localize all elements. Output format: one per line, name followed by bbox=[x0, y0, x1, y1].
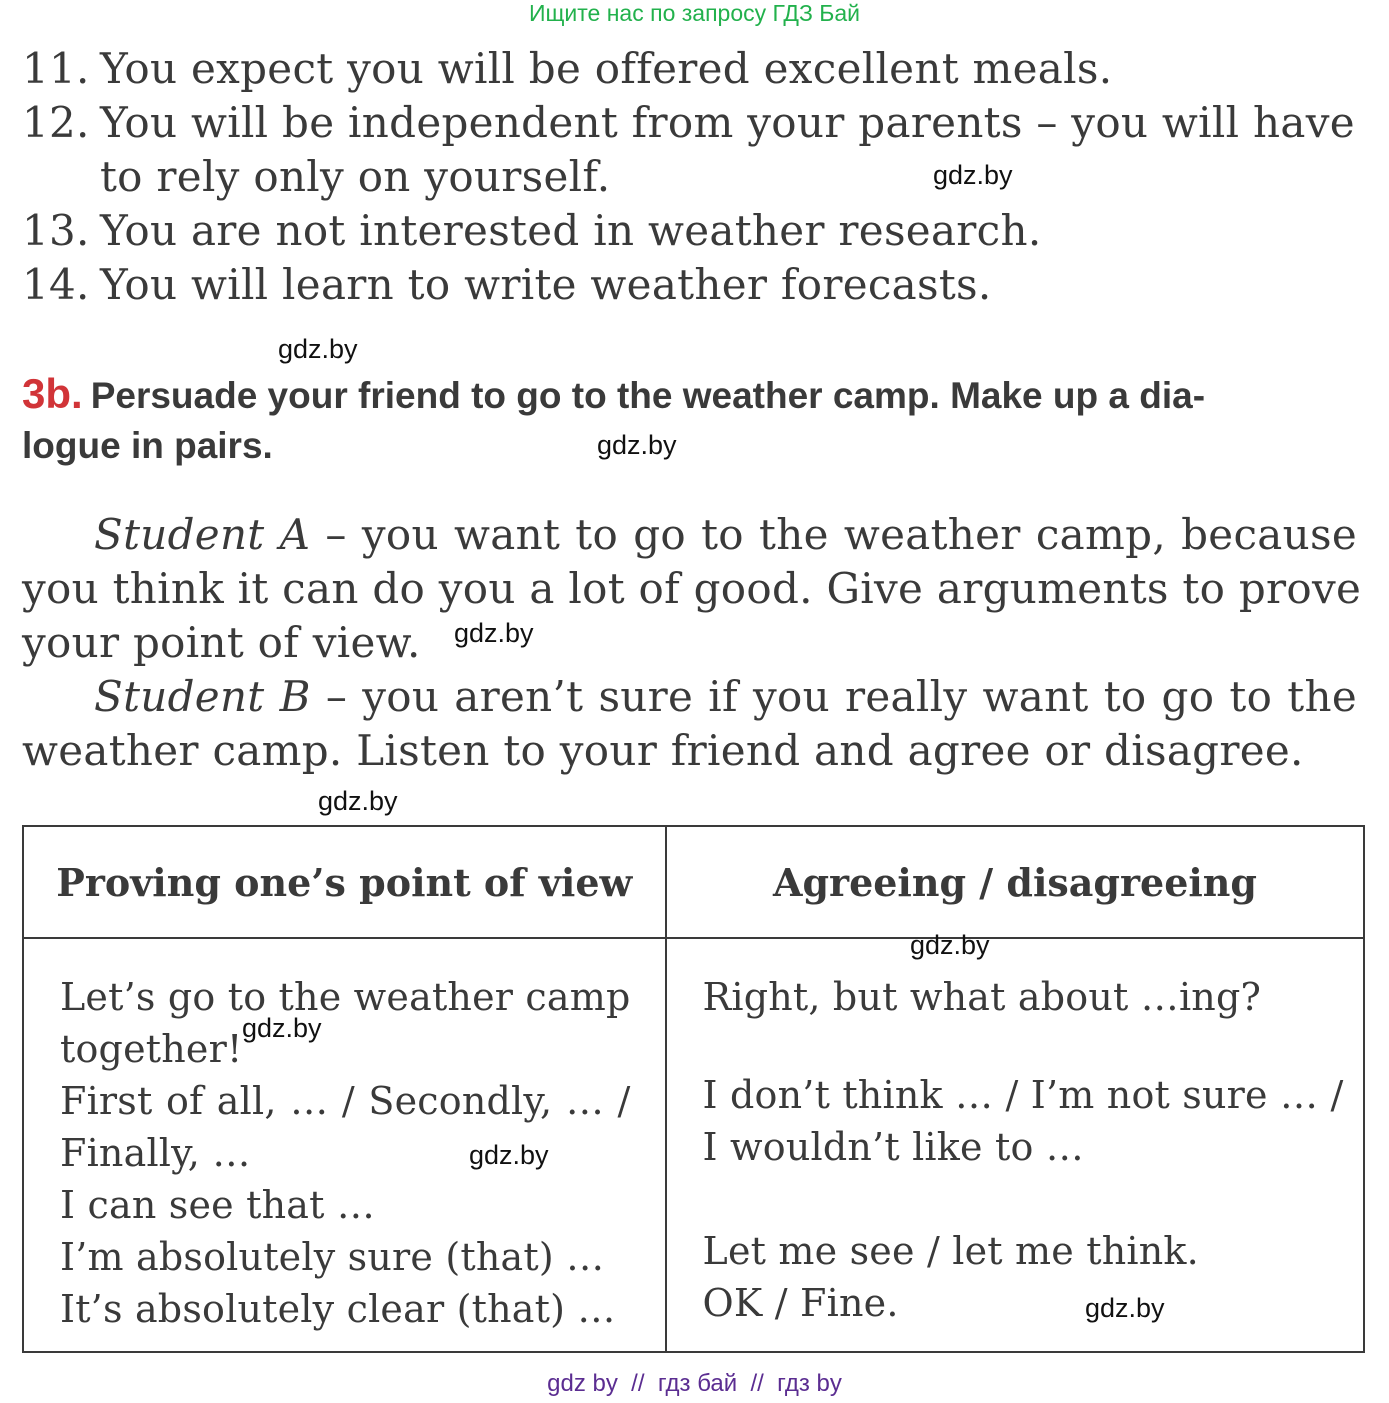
watermark: gdz.by bbox=[933, 160, 1013, 190]
task-heading bbox=[22, 370, 1362, 420]
item-text: You expect you will be offered excellent meals. bbox=[100, 44, 1113, 93]
student-b-role: Student B bbox=[94, 672, 311, 721]
list-item bbox=[22, 204, 1042, 258]
task-number: 3b. bbox=[22, 370, 83, 417]
table-header-agreeing: Agreeing / disagreeing bbox=[666, 826, 1365, 938]
footer-note: gdz by // гдз бай // гдз by bbox=[547, 1370, 842, 1397]
item-number: 14. bbox=[22, 260, 90, 309]
student-b-line2: weather camp. Listen to your friend and agree or disagree. bbox=[22, 726, 1304, 775]
phrase: I don’t think … / I’m not sure … / bbox=[702, 1073, 1344, 1117]
phrase: I can see that … bbox=[60, 1183, 376, 1227]
list-item bbox=[22, 96, 1355, 150]
header-note: Ищите нас по запросу ГДЗ Бай bbox=[528, 0, 861, 26]
watermark: gdz.by bbox=[318, 786, 398, 816]
student-b-line1: Student B – you aren’t sure if you really want to go to the bbox=[94, 672, 1357, 721]
table-cell-proving bbox=[23, 938, 666, 1352]
list-item bbox=[22, 258, 992, 312]
item-text: You are not interested in weather research. bbox=[100, 206, 1042, 255]
watermark: gdz.by bbox=[1085, 1293, 1165, 1323]
table-cell-agreeing bbox=[666, 938, 1365, 1352]
phrase: Finally, … bbox=[60, 1131, 251, 1175]
watermark: gdz.by bbox=[454, 618, 534, 648]
phrase: Let’s go to the weather camp bbox=[60, 975, 631, 1019]
table-header-proving: Proving one’s point of view bbox=[23, 826, 666, 938]
student-a-line2: you think it can do you a lot of good. Give arguments to prove bbox=[22, 564, 1362, 613]
phrase: OK / Fine. bbox=[702, 1281, 899, 1325]
phrase: I’m absolutely sure (that) … bbox=[60, 1235, 605, 1279]
student-a-line1: Student A – you want to go to the weather camp, because bbox=[94, 510, 1357, 559]
task-instruction-line1: Persuade your friend to go to the weather camp. Make up a dia- bbox=[90, 375, 1206, 416]
phrase: Let me see / let me think. bbox=[702, 1229, 1199, 1273]
watermark: gdz.by bbox=[278, 334, 358, 364]
item-text-continuation: to rely only on yourself. bbox=[100, 152, 611, 201]
phrase: together! bbox=[60, 1027, 243, 1071]
watermark: gdz.by bbox=[910, 930, 990, 960]
phrase: I wouldn’t like to … bbox=[702, 1125, 1085, 1169]
phrase-table bbox=[22, 825, 1365, 1353]
student-a-role: Student A bbox=[94, 510, 311, 559]
watermark: gdz.by bbox=[469, 1140, 549, 1170]
task-instruction-line2: logue in pairs. bbox=[22, 425, 273, 466]
item-text: You will learn to write weather forecasts. bbox=[100, 260, 992, 309]
item-number: 12. bbox=[22, 98, 90, 147]
item-number: 13. bbox=[22, 206, 90, 255]
watermark: gdz.by bbox=[242, 1013, 322, 1043]
phrase: It’s absolutely clear (that) … bbox=[60, 1287, 616, 1331]
item-text: You will be independent from your parents – you will have bbox=[100, 98, 1355, 147]
phrase: First of all, … / Secondly, … / bbox=[60, 1079, 631, 1123]
watermark: gdz.by bbox=[597, 430, 677, 460]
student-a-line3: your point of view. bbox=[22, 618, 421, 667]
phrase: Right, but what about …ing? bbox=[702, 975, 1262, 1019]
list-item bbox=[22, 42, 1112, 96]
item-number: 11. bbox=[22, 44, 90, 93]
